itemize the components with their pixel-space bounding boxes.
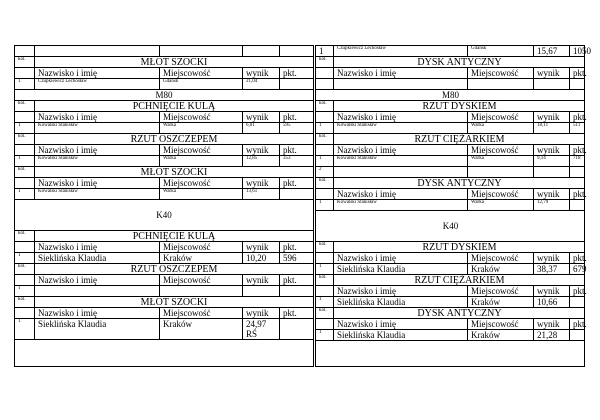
- header-town: Miejscowość: [160, 68, 243, 78]
- athlete-town: Warka: [160, 156, 243, 166]
- header-town: Miejscowość: [160, 112, 243, 122]
- header-points: pkt.: [283, 242, 297, 252]
- event-title: DYSK ANTYCZNY: [417, 308, 502, 319]
- athlete-town: Kraków: [160, 319, 243, 339]
- result-value: [534, 167, 570, 177]
- event-title: DYSK ANTYCZNY: [417, 57, 502, 68]
- athlete-town: Warka: [160, 189, 243, 199]
- category-row: [316, 211, 585, 242]
- event-title: RZUT OSZCZEPEM: [130, 134, 218, 145]
- points-value: 511: [573, 123, 581, 128]
- athlete-town: [160, 286, 243, 296]
- header-result: wynik: [534, 189, 570, 199]
- athlete-name: [334, 167, 468, 177]
- points-value: 718: [573, 156, 581, 161]
- place-number: 1: [15, 79, 35, 89]
- athlete-name: Sieklińska Klaudia: [35, 319, 160, 339]
- event-title: DYSK ANTYCZNY: [417, 178, 502, 189]
- event-title-row: [316, 101, 585, 112]
- athlete-name: Sieklińska Klaudia: [334, 330, 468, 340]
- place-number: [316, 79, 334, 89]
- event-title-row: [316, 242, 585, 253]
- event-title: PCHNIĘCIE KULĄ: [132, 101, 216, 112]
- result-value: 15,67: [534, 46, 570, 56]
- header-result: wynik: [243, 68, 280, 78]
- header-result: wynik: [243, 178, 280, 188]
- points-value: [570, 200, 585, 210]
- points-value: 679: [573, 264, 587, 274]
- header-result: wynik: [534, 253, 570, 263]
- event-title-row: [15, 167, 313, 178]
- athlete-town: [160, 46, 243, 56]
- header-points: pkt.: [573, 286, 587, 296]
- kol-label: kol.: [316, 178, 334, 188]
- result-row: [316, 297, 585, 308]
- athlete-name: Sieklińska Klaudia: [334, 264, 468, 274]
- header-result: wynik: [534, 319, 570, 329]
- athlete-name: Kowalski Stanisław: [334, 200, 468, 210]
- header-result: wynik: [243, 275, 280, 285]
- athlete-name: Kowalski Stanisław: [334, 156, 468, 166]
- kol-label: kol.: [15, 231, 35, 241]
- result-row: [316, 200, 585, 211]
- header-town: Miejscowość: [468, 112, 534, 122]
- header-points: pkt.: [573, 319, 587, 329]
- result-row: [316, 123, 585, 134]
- points-value: [280, 79, 313, 89]
- result-row: [15, 319, 313, 340]
- blank-cell: [316, 145, 334, 155]
- points-value: [280, 189, 313, 199]
- blank-cell: [316, 112, 334, 122]
- header-row: [15, 242, 313, 253]
- category-label: M80: [441, 90, 459, 100]
- header-town: Miejscowość: [468, 286, 534, 296]
- result-row: [15, 156, 313, 167]
- athlete-town: Gdańsk: [468, 46, 534, 56]
- place-number: 1: [316, 123, 334, 133]
- header-name: Nazwisko i imię: [35, 308, 160, 318]
- event-title-row: [15, 57, 313, 68]
- header-result: wynik: [243, 112, 280, 122]
- header-points: pkt.: [573, 68, 587, 78]
- result-value: 21,28: [534, 330, 570, 340]
- kol-label: kol.: [15, 101, 35, 111]
- header-town: Miejscowość: [468, 189, 534, 199]
- points-value: 595: [283, 123, 291, 128]
- result-value: [243, 46, 280, 56]
- kol-label: kol.: [316, 242, 334, 252]
- header-name: Nazwisko i imię: [334, 145, 468, 155]
- header-town: Miejscowość: [468, 145, 534, 155]
- top-row: [15, 46, 313, 57]
- header-town: Miejscowość: [160, 242, 243, 252]
- header-points: pkt.: [283, 178, 297, 188]
- kol-label: kol.: [15, 57, 35, 67]
- event-title-row: [15, 134, 313, 145]
- event-title: RZUT DYSKIEM: [422, 101, 497, 112]
- athlete-town: Kraków: [160, 253, 243, 263]
- place-number: 1: [316, 200, 334, 210]
- header-result: wynik: [534, 286, 570, 296]
- points-value: [570, 167, 585, 177]
- points-value: [280, 286, 313, 296]
- header-town: Miejscowość: [160, 178, 243, 188]
- category-label: M80: [155, 90, 173, 100]
- athlete-name: Kowalski Stanisław: [35, 189, 160, 199]
- event-title: RZUT CIĘŻARKIEM: [414, 275, 505, 286]
- header-row: [316, 189, 585, 200]
- event-title-row: [316, 308, 585, 319]
- result-value-text: 24,97: [246, 319, 267, 329]
- kol-label: kol.: [316, 134, 334, 144]
- header-result: wynik: [243, 145, 280, 155]
- kol-label: kol.: [316, 275, 334, 285]
- athlete-name: Czupkiewicz Lechosław: [334, 46, 468, 56]
- header-name: Nazwisko i imię: [334, 68, 468, 78]
- header-name: Nazwisko i imię: [35, 275, 160, 285]
- points-value: [280, 319, 313, 339]
- athlete-town: Warka: [468, 123, 534, 133]
- category-row: [15, 90, 313, 101]
- header-name: Nazwisko i imię: [35, 68, 160, 78]
- result-value: 21,04: [243, 79, 280, 89]
- header-name: Nazwisko i imię: [334, 286, 468, 296]
- header-row: [316, 112, 585, 123]
- header-town: Miejscowość: [468, 253, 534, 263]
- result-row: [316, 264, 585, 275]
- header-row: [316, 253, 585, 264]
- header-row: [15, 308, 313, 319]
- event-title-row: [316, 57, 585, 68]
- place-number: 1: [15, 319, 35, 339]
- header-points: pkt.: [573, 112, 587, 122]
- event-title: RZUT CIĘŻARKIEM: [414, 134, 505, 145]
- athlete-name: [35, 46, 160, 56]
- event-title-row: [316, 275, 585, 286]
- kol-label: kol.: [316, 308, 334, 318]
- kol-label: kol.: [316, 57, 334, 67]
- athlete-name: [35, 286, 160, 296]
- header-row: [316, 286, 585, 297]
- header-points: pkt.: [283, 308, 297, 318]
- points-value: 596: [283, 253, 297, 263]
- result-row: [15, 286, 313, 297]
- header-result: wynik: [534, 68, 570, 78]
- athlete-town: [468, 79, 534, 89]
- athlete-name: Sieklińska Klaudia: [334, 297, 468, 307]
- result-value: 12,85: [243, 156, 280, 166]
- points-value: [280, 46, 313, 56]
- category-label: K40: [442, 221, 459, 231]
- blank-cell: [15, 242, 35, 252]
- header-name: Nazwisko i imię: [35, 145, 160, 155]
- athlete-town: [468, 167, 534, 177]
- blank-cell: [316, 68, 334, 78]
- blank-cell: [316, 286, 334, 296]
- place-number: 1: [316, 297, 334, 307]
- event-title: MŁOT SZOCKI: [140, 297, 208, 308]
- athlete-town: Kraków: [468, 330, 534, 340]
- athlete-town: Gdańsk: [160, 79, 243, 89]
- result-row: [15, 79, 313, 90]
- blank-cell: [316, 319, 334, 329]
- header-points: pkt.: [573, 253, 587, 263]
- athlete-name: Kowalski Stanisław: [334, 123, 468, 133]
- place-number: 1: [15, 123, 35, 133]
- header-town: Miejscowość: [468, 68, 534, 78]
- athlete-name: Kowalski Stanisław: [35, 123, 160, 133]
- points-value: [570, 297, 585, 307]
- header-points: pkt.: [283, 145, 297, 155]
- points-value: 1050: [573, 46, 591, 56]
- points-value: [570, 79, 585, 89]
- athlete-town: Kraków: [468, 264, 534, 274]
- blank-cell: [15, 112, 35, 122]
- result-value: 13,61: [243, 189, 280, 199]
- header-name: Nazwisko i imię: [35, 112, 160, 122]
- result-row: [15, 189, 313, 200]
- event-title-row: [316, 178, 585, 189]
- header-points: pkt.: [283, 275, 297, 285]
- header-result: wynik: [534, 112, 570, 122]
- result-row: [15, 253, 313, 264]
- result-value: 10,66: [534, 297, 570, 307]
- result-value: 18,11: [534, 123, 570, 133]
- header-points: pkt.: [573, 145, 587, 155]
- athlete-name: Czupkiewicz Lechosław: [35, 79, 160, 89]
- header-row: [15, 178, 313, 189]
- header-row: [15, 68, 313, 79]
- header-town: Miejscowość: [468, 319, 534, 329]
- athlete-name: Kowalski Stanisław: [35, 156, 160, 166]
- blank-cell: [15, 145, 35, 155]
- kol-label: kol.: [15, 297, 35, 307]
- blank-cell: [15, 68, 35, 78]
- event-title: PCHNIĘCIE KULĄ: [132, 231, 216, 242]
- place-number: 1: [15, 156, 35, 166]
- category-row: [15, 200, 313, 231]
- header-town: Miejscowość: [160, 275, 243, 285]
- place-number: 1: [316, 264, 334, 274]
- header-town: Miejscowość: [160, 308, 243, 318]
- points-value: 353: [283, 156, 291, 161]
- place-number: 1: [15, 253, 35, 263]
- header-result: wynik: [243, 242, 280, 252]
- place-number: [15, 46, 35, 56]
- category-row: [316, 90, 585, 101]
- event-title: MŁOT SZOCKI: [140, 57, 208, 68]
- result-value: 9,14: [534, 156, 570, 166]
- event-title: RZUT DYSKIEM: [422, 242, 497, 253]
- event-title-row: [15, 231, 313, 242]
- place-number: 1: [316, 330, 334, 340]
- header-name: Nazwisko i imię: [334, 319, 468, 329]
- header-row: [15, 275, 313, 286]
- result-row: [316, 156, 585, 167]
- header-row: [316, 68, 585, 79]
- place-number: 1: [316, 46, 334, 56]
- header-result: wynik: [534, 145, 570, 155]
- header-name: Nazwisko i imię: [35, 242, 160, 252]
- header-points: pkt.: [283, 68, 297, 78]
- header-name: Nazwisko i imię: [334, 253, 468, 263]
- header-result: wynik: [243, 308, 280, 318]
- category-label: K40: [156, 210, 172, 220]
- result-value: [243, 286, 280, 296]
- result-value: 6,01: [243, 123, 280, 133]
- athlete-town: Warka: [468, 156, 534, 166]
- header-points: pkt.: [283, 112, 297, 122]
- kol-label: kol.: [15, 167, 35, 177]
- result-value: [534, 79, 570, 89]
- athlete-name: Sieklińska Klaudia: [35, 253, 160, 263]
- event-title-row: [15, 297, 313, 308]
- athlete-town: Warka: [468, 200, 534, 210]
- header-name: Nazwisko i imię: [334, 189, 468, 199]
- place-number: 1: [316, 156, 334, 166]
- result-row: [316, 167, 585, 178]
- blank-cell: [316, 189, 334, 199]
- record-note: RŚ: [246, 329, 258, 339]
- athlete-name: [334, 79, 468, 89]
- athlete-town: Warka: [160, 123, 243, 133]
- blank-cell: [316, 253, 334, 263]
- place-number: 1: [15, 286, 35, 296]
- points-value: [570, 330, 585, 340]
- results-sheet: [14, 45, 591, 367]
- header-row: [316, 319, 585, 330]
- kol-label: kol.: [15, 134, 35, 144]
- header-points: pkt.: [573, 189, 587, 199]
- kol-label: kol.: [15, 264, 35, 274]
- blank-cell: [15, 308, 35, 318]
- header-row: [316, 145, 585, 156]
- kol-label: kol.: [316, 101, 334, 111]
- event-title-row: [316, 134, 585, 145]
- header-town: Miejscowość: [160, 145, 243, 155]
- result-value: [243, 319, 280, 339]
- result-row: [316, 330, 585, 341]
- header-name: Nazwisko i imię: [35, 178, 160, 188]
- blank-cell: [15, 178, 35, 188]
- event-title-row: [15, 264, 313, 275]
- blank-cell: [15, 275, 35, 285]
- top-row: [316, 46, 591, 57]
- result-value: 10,20: [243, 253, 280, 263]
- event-title: RZUT OSZCZEPEM: [130, 264, 218, 275]
- event-title: MŁOT SZOCKI: [140, 167, 208, 178]
- header-name: Nazwisko i imię: [334, 112, 468, 122]
- result-row: [316, 79, 585, 90]
- header-row: [15, 145, 313, 156]
- result-value: 38,37: [534, 264, 570, 274]
- header-row: [15, 112, 313, 123]
- event-title-row: [15, 101, 313, 112]
- result-value: 12,79: [534, 200, 570, 210]
- athlete-town: Kraków: [468, 297, 534, 307]
- result-row: [15, 123, 313, 134]
- place-number: 1: [15, 189, 35, 199]
- place-number: 2: [316, 167, 334, 177]
